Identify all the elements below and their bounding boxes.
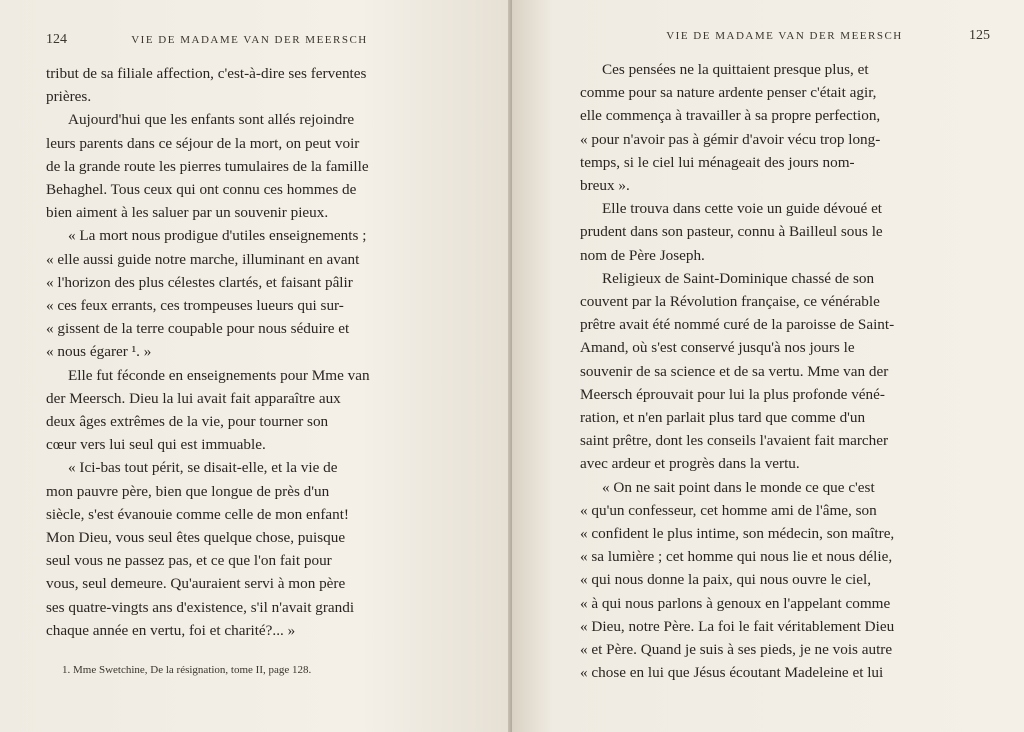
text-line: deux âges extrêmes de la vie, pour tourner son (46, 413, 329, 431)
text-line: « et Père. Quand je suis à ses pieds, je ne vois autre (580, 641, 893, 659)
right-page (512, 0, 1024, 732)
text-line: Amand, où s'est conservé jusqu'à nos jours le (580, 339, 855, 357)
text-line: « confident le plus intime, son médecin, son maître, (580, 525, 895, 543)
left-running-head (46, 32, 452, 48)
text-line: leurs parents dans ce séjour de la mort, on peut voir (46, 134, 360, 152)
right-page-number: 125 (969, 28, 990, 43)
text-line: « l'horizon des plus célestes clartés, et faisant pâlir (46, 273, 353, 291)
text-line: comme pour sa nature ardente penser c'était agir, (580, 84, 877, 102)
text-line: « elle aussi guide notre marche, illuminant en avant (46, 250, 360, 268)
left-page-number: 124 (46, 32, 67, 47)
text-line: seul vous ne passez pas, et ce que l'on fait pour (46, 552, 332, 570)
text-line: couvent par la Révolution française, ce vénérable (580, 293, 880, 311)
text-line: Religieux de Saint-Dominique chassé de son (602, 269, 875, 287)
text-line: Elle fut féconde en enseignements pour Mme van (68, 366, 370, 384)
text-line: « La mort nous prodigue d'utiles enseignements ; (68, 227, 367, 245)
left-body-text (46, 62, 452, 642)
text-line: Aujourd'hui que les enfants sont allés rejoindre (68, 111, 355, 129)
text-line: « Ici-bas tout périt, se disait-elle, et la vie de (68, 459, 338, 477)
right-running-head (580, 28, 990, 44)
text-line: ration, et n'en parlait plus tard que comme d'un (580, 409, 866, 427)
text-line: souvenir de sa science et de sa vertu. Mme van der (580, 362, 889, 380)
text-line: elle commença à travailler à sa propre perfection, (580, 107, 881, 125)
right-running-title: VIE DE MADAME VAN DER MEERSCH (666, 30, 903, 42)
text-line: mon pauvre père, bien que longue de près d'un (46, 482, 330, 500)
text-line: Ces pensées ne la quittaient presque plus, et (602, 61, 869, 78)
left-running-title: VIE DE MADAME VAN DER MEERSCH (131, 34, 368, 46)
text-line: tribut de sa filiale affection, c'est-à-dire ses ferventes (46, 65, 367, 82)
text-line: Elle trouva dans cette voie un guide dévoué et (602, 200, 883, 218)
text-line: temps, si le ciel lui ménageait des jours nom- (580, 153, 855, 171)
text-line: Behaghel. Tous ceux qui ont connu ces hommes de (46, 181, 357, 199)
text-line: « On ne sait point dans le monde ce que c'est (602, 478, 875, 496)
text-line: de la grande route les pierres tumulaires de la famille (46, 157, 369, 175)
text-line: bien aiment à les saluer par un souvenir pieux. (46, 204, 329, 222)
text-line: der Meersch. Dieu la lui avait fait apparaître aux (46, 389, 341, 407)
text-line: « chose en lui que Jésus écoutant Madeleine et lui (580, 664, 884, 682)
text-line: Mon Dieu, vous seul êtes quelque chose, puisque (46, 529, 346, 547)
text-line: chaque année en vertu, foi et charité?... » (46, 621, 296, 639)
footnote: 1. Mme Swetchine, De la résignation, tome II, page 128. (62, 664, 312, 676)
text-line: « nous égarer ¹. » (46, 343, 152, 361)
text-line: « sa lumière ; cet homme qui nous lie et nous délie, (580, 548, 893, 566)
text-line: saint prêtre, dont les conseils l'avaient fait marcher (580, 432, 889, 450)
text-line: « Dieu, notre Père. La foi le fait véritablement Dieu (580, 617, 895, 635)
text-line: « qui nous donne la paix, qui nous ouvre le ciel, (580, 571, 872, 589)
text-line: prières. (46, 88, 92, 106)
text-line: cœur vers lui seul qui est immuable. (46, 436, 266, 454)
text-line: « pour n'avoir pas à gémir d'avoir vécu trop long- (580, 130, 881, 148)
text-line: breux ». (580, 177, 630, 195)
text-line: prêtre avait été nommé curé de la paroisse de Saint- (580, 316, 895, 334)
text-line: prudent dans son pasteur, connu à Bailleul sous le (580, 223, 883, 241)
text-line: nom de Père Joseph. (580, 246, 705, 264)
text-line: ses quatre-vingts ans d'existence, s'il n'avait grandi (46, 598, 355, 616)
text-line: siècle, s'est évanouie comme celle de mon enfant! (46, 505, 349, 523)
right-body-text (580, 58, 990, 684)
text-line: « ces feux errants, ces trompeuses lueurs qui sur- (46, 297, 344, 315)
text-line: « qu'un confesseur, cet homme ami de l'âme, son (580, 501, 877, 519)
text-line: vous, seul demeure. Qu'auraient servi à mon père (46, 575, 346, 593)
text-line: Meersch éprouvait pour lui la plus profonde véné- (580, 385, 885, 403)
text-line: « gissent de la terre coupable pour nous séduire et (46, 320, 350, 338)
text-line: avec ardeur et progrès dans la vertu. (580, 455, 800, 473)
text-line: « à qui nous parlons à genoux en l'appelant comme (580, 594, 891, 612)
